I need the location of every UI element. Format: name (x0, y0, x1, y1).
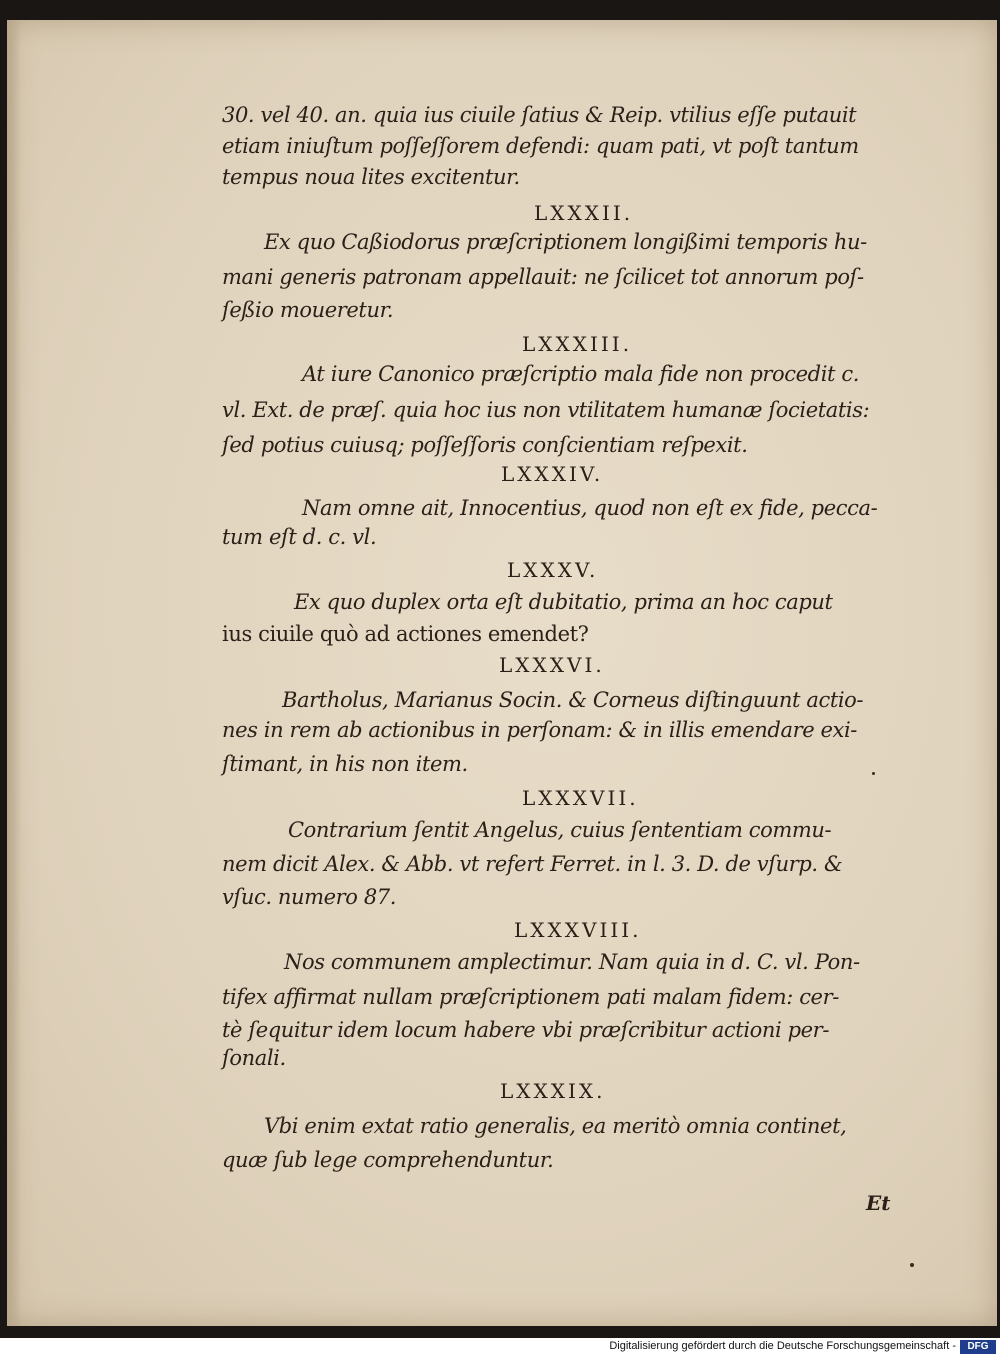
funding-credit: Digitalisierung gefördert durch die Deutsche Forschungsgemeinschaft - (609, 1340, 956, 1352)
section-heading: LXXXIII. (522, 332, 633, 356)
section-heading: LXXXV. (507, 558, 599, 582)
text-line: mani generis patronam appellauit: ne ſcilicet tot annorum poſ- (222, 265, 864, 289)
text-line: tè ſequitur idem locum habere vbi præſcribitur actioni per- (222, 1018, 830, 1042)
text-line: 30. vel 40. an. quia ius ciuile ſatius & Reip. vtilius eſſe putauit (222, 103, 857, 127)
text-line: ius ciuile quò ad actiones emendet? (222, 622, 589, 646)
section-heading: LXXXIV. (501, 462, 604, 486)
catchword: Et (866, 1191, 891, 1215)
ink-speck (872, 772, 875, 775)
text-line: vſuc. numero 87. (222, 885, 397, 909)
text-line: Ex quo duplex orta eſt dubitatio, prima an hoc caput (294, 590, 833, 614)
text-line: tempus noua lites excitentur. (222, 165, 520, 189)
text-line: nem dicit Alex. & Abb. vt refert Ferret. in l. 3. D. de vſurp. & (222, 852, 843, 876)
text-line: nes in rem ab actionibus in perſonam: & in illis emendare exi- (222, 718, 857, 742)
section-heading: LXXXVII. (522, 786, 639, 810)
text-line: At iure Canonico præſcriptio mala fide non procedit c. (302, 362, 859, 386)
text-line: tifex affirmat nullam præſcriptionem pati malam fidem: cer- (222, 985, 839, 1009)
text-line: vl. Ext. de præſ. quia hoc ius non vtilitatem humanæ ſocietatis: (222, 398, 870, 422)
text-line: ſonali. (222, 1046, 286, 1070)
text-line: ſtimant, in his non item. (222, 752, 468, 776)
digitization-footer (0, 1338, 1000, 1357)
section-heading: LXXXIX. (500, 1079, 606, 1103)
text-line: tum eſt d. c. vl. (222, 525, 377, 549)
section-heading: LXXXII. (534, 201, 634, 225)
text-line: Ex quo Caßiodorus præſcriptionem longißimi temporis hu- (264, 230, 867, 254)
text-line: Nos communem amplectimur. Nam quia in d. C. vl. Pon- (284, 950, 860, 974)
text-line: Vbi enim extat ratio generalis, ea meritò omnia continet, (264, 1114, 847, 1138)
text-line: Contrarium ſentit Angelus, cuius ſententiam commu- (288, 818, 832, 842)
text-line: etiam iniuſtum poſſeſſorem defendi: quam pati, vt poſt tantum (222, 134, 859, 158)
text-line: quæ ſub lege comprehenduntur. (222, 1148, 554, 1172)
text-line: Bartholus, Marianus Socin. & Corneus diſtinguunt actio- (282, 688, 864, 712)
dfg-logo: DFG (960, 1340, 996, 1354)
ink-speck (910, 1263, 914, 1267)
text-line: ſeßio moueretur. (222, 298, 394, 322)
section-heading: LXXXVI. (499, 653, 605, 677)
text-line: ſed potius cuiusq; poſſeſſoris conſcientiam reſpexit. (222, 433, 748, 457)
text-line: Nam omne ait, Innocentius, quod non eſt ex fide, pecca- (302, 496, 878, 520)
section-heading: LXXXVIII. (514, 918, 642, 942)
